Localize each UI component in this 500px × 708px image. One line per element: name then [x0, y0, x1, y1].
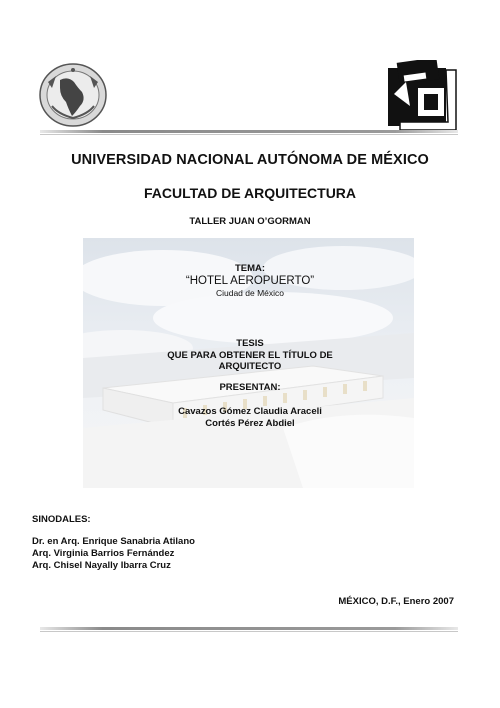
- tema-place: Ciudad de México: [215, 288, 285, 298]
- author-2: Cortés Pérez Abdiel: [205, 418, 295, 429]
- sinodal-3: Arq. Chisel Nayally Ibarra Cruz: [32, 560, 171, 571]
- sinodal-1: Dr. en Arq. Enrique Sanabria Atilano: [32, 536, 195, 547]
- faculty-title: FACULTAD DE ARQUITECTURA: [143, 185, 357, 201]
- sinodales-label: SINODALES:: [32, 514, 91, 525]
- unam-seal-icon: [38, 62, 108, 128]
- bottom-divider-thin: [40, 631, 458, 632]
- presentan-label: PRESENTAN:: [219, 382, 281, 393]
- faculty-seal-icon: [388, 60, 458, 132]
- tesis-line-1: QUE PARA OBTENER EL TÍTULO DE: [167, 350, 333, 361]
- top-divider-thin: [40, 134, 458, 135]
- place-and-date: MÉXICO, D.F., Enero 2007: [338, 596, 454, 607]
- tema-label: TEMA:: [234, 263, 266, 274]
- university-title: UNIVERSIDAD NACIONAL AUTÓNOMA DE MÉXICO: [71, 152, 429, 168]
- author-1: Cavazos Gómez Claudia Araceli: [178, 406, 322, 417]
- tesis-label: TESIS: [236, 338, 264, 349]
- sinodal-2: Arq. Virginia Barrios Fernández: [32, 548, 175, 559]
- top-divider: [40, 130, 458, 133]
- workshop-title: TALLER JUAN O’GORMAN: [189, 216, 311, 227]
- tema-title: “HOTEL AEROPUERTO”: [185, 275, 315, 287]
- bottom-divider: [40, 627, 458, 630]
- tesis-line-2: ARQUITECTO: [218, 361, 282, 372]
